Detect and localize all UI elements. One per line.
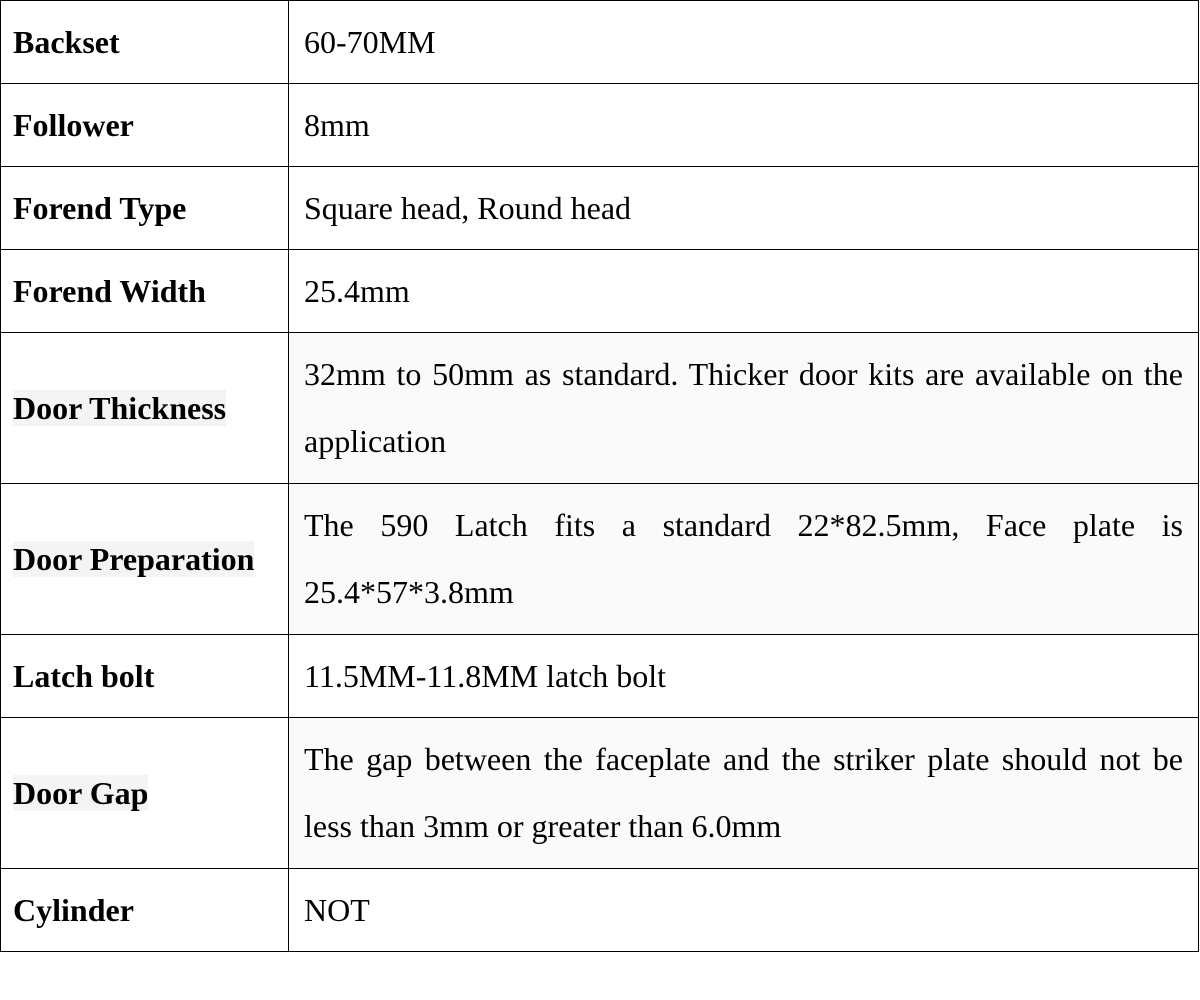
row-value: The 590 Latch fits a standard 22*82.5mm, Face plate is 25.4*57*3.8mm: [289, 484, 1199, 635]
row-label: Cylinder: [1, 869, 289, 952]
row-label: Door Preparation: [1, 484, 289, 635]
row-label: Follower: [1, 84, 289, 167]
table-row-forend-width: [1, 250, 1199, 333]
row-label: Door Gap: [1, 718, 289, 869]
table-row-backset: [1, 1, 1199, 84]
table-row-door-preparation: [1, 484, 1199, 635]
row-value: Square head, Round head: [289, 167, 1199, 250]
table-row-door-gap: [1, 718, 1199, 869]
row-value: 11.5MM-11.8MM latch bolt: [289, 635, 1199, 718]
row-label: Latch bolt: [1, 635, 289, 718]
row-value: 60-70MM: [289, 1, 1199, 84]
row-label: Door Thickness: [1, 333, 289, 484]
row-value: The gap between the faceplate and the striker plate should not be less than 3mm or greater than 6.0mm: [289, 718, 1199, 869]
table-row-follower: [1, 84, 1199, 167]
row-value: 8mm: [289, 84, 1199, 167]
table-row-door-thickness: [1, 333, 1199, 484]
table-row-forend-type: [1, 167, 1199, 250]
row-value: 25.4mm: [289, 250, 1199, 333]
table-row-latch-bolt: [1, 635, 1199, 718]
row-label: Backset: [1, 1, 289, 84]
row-value: 32mm to 50mm as standard. Thicker door kits are available on the application: [289, 333, 1199, 484]
table-row-cylinder: [1, 869, 1199, 952]
row-label: Forend Type: [1, 167, 289, 250]
row-label: Forend Width: [1, 250, 289, 333]
row-value: NOT: [289, 869, 1199, 952]
